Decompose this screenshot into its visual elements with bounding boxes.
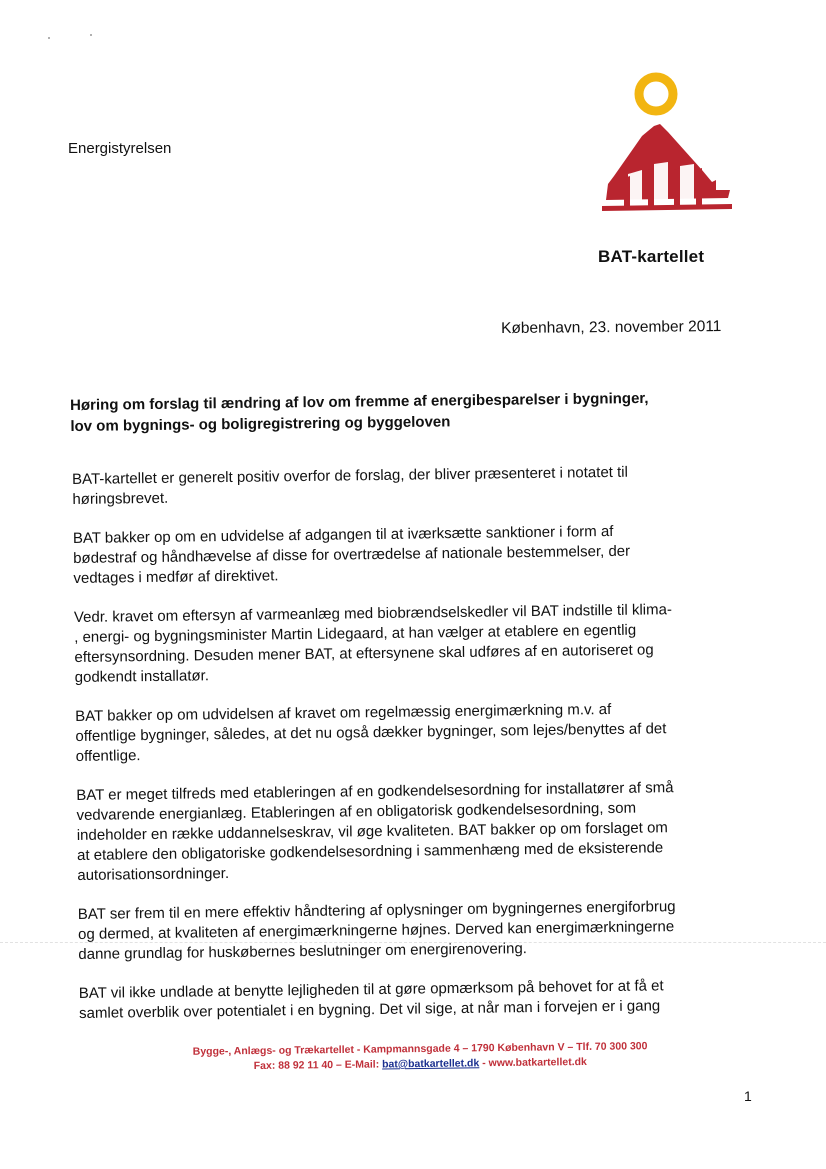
scan-speck	[48, 37, 50, 39]
paragraph: BAT vil ikke undlade at benytte lejligheden til at gøre opmærksom på behovet for at få et samlet overblik over potentialet i en bygning. Det vil sige, at når man i forvejen er i gang	[78, 977, 664, 1022]
email-link[interactable]: bat@batkartellet.dk	[382, 1057, 480, 1071]
subject-text: Høring om forslag til ændring af lov om fremme af energibesparelser i bygninger, lov om bygnings- og boligregistrering og byggeloven	[70, 389, 649, 435]
letter-date: København, 23. november 2011	[501, 318, 722, 337]
letter-footer	[160, 1039, 680, 1075]
footer-website: - www.batkartellet.dk	[479, 1055, 587, 1070]
paragraph: Vedr. kravet om eftersyn af varmeanlæg med biobrændselskedler vil BAT indstille til klima- , energi- og bygningsminister Martin Lidegaard, at han vælger at etablere en egentlig eftersynsordning. Desuden mener BAT, at eftersynene skal udføres af en autoriseret og godkendt installatør.	[73, 601, 673, 686]
organization-name: BAT-kartellet	[598, 247, 705, 266]
paragraph: BAT-kartellet er generelt positiv overfor de forslag, der bliver præsenteret i notatet til høringsbrevet.	[72, 463, 629, 508]
paragraph: BAT bakker op om en udvidelse af adgangen til at iværksætte sanktioner i form af bødestraf og håndhævelse af disse for overtrædelse af nationale bestemmelser, der vedtages i medfør af direktivet.	[72, 522, 631, 587]
paragraph: BAT er meget tilfreds med etableringen af en godkendelsesordning for installatører af små vedvarende energianlæg. Etableringen af en obligatorisk godkendelsesordning, som indeholder en række uddannelseskrav, vil øge kvaliteten. BAT bakker op om forslaget om at etablere den obligatoriske godkendelsesordning i sammenhæng med de eksisterende autorisationsordninger.	[76, 779, 674, 884]
paragraph: BAT bakker op om udvidelsen af kravet om regelmæssig energimærkning m.v. af offentlige bygninger, således, at det nu også dækker bygninger, som lejes/benyttes af det offentlige.	[75, 700, 667, 765]
letter-subject	[70, 387, 750, 437]
paragraph: BAT ser frem til en mere effektiv håndtering af oplysninger om bygningernes energiforbrug og dermed, at kvaliteten af energimærkningerne højnes. Derved kan energimærkningerne danne grundlag for huskøbernes beslutninger om energirenovering.	[77, 898, 676, 963]
bat-logo-icon	[598, 66, 738, 216]
scan-speck	[90, 34, 92, 36]
footer-fax: Fax: 88 92 11 40 – E-Mail:	[253, 1058, 383, 1073]
page-number: 1	[744, 1088, 752, 1104]
letter-body	[72, 461, 759, 1043]
footer-address: Bygge-, Anlægs- og Trækartellet - Kampmannsgade 4 – 1790 København V – Tlf. 70 300 300	[192, 1040, 648, 1058]
recipient: Energistyrelsen	[68, 140, 172, 157]
